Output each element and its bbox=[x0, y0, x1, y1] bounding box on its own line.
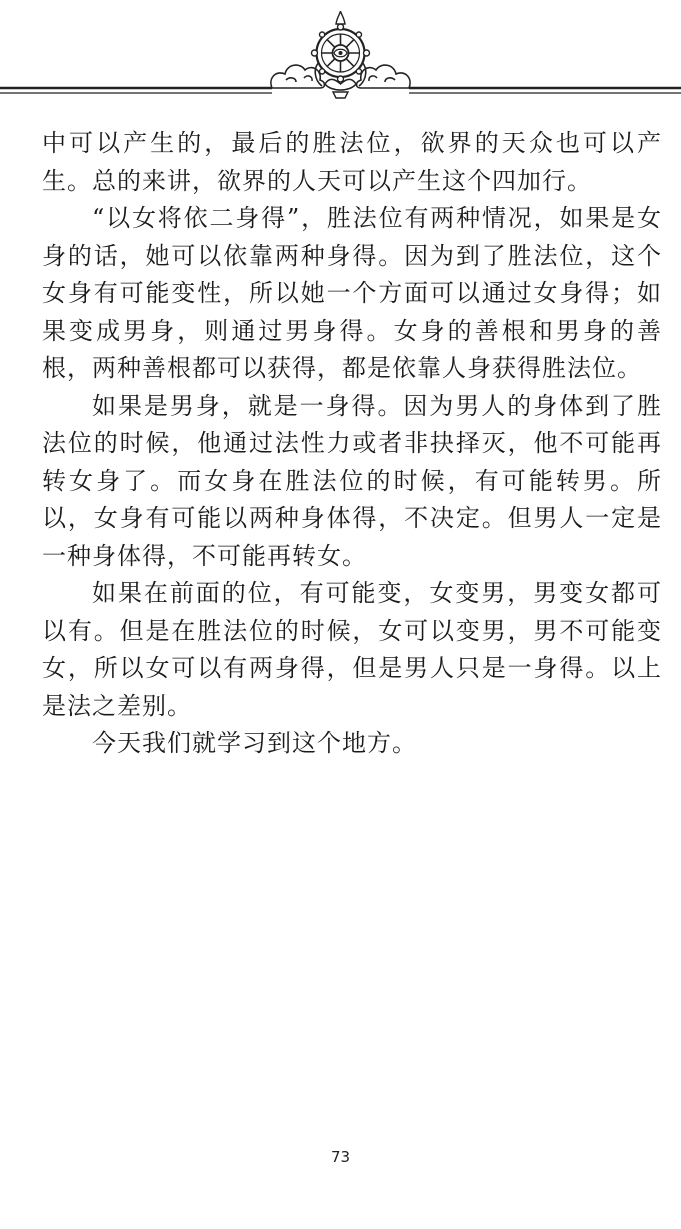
paragraph: 如果在前面的位，有可能变，女变男，男变女都可以有。但是在胜法位的时候，女可以变男，男不可能变女，所以女可以有两身得，但是男人只是一身得。以上是法之差别。 bbox=[42, 579, 662, 720]
paragraph: 如果是男身，就是一身得。因为男人的身体到了胜法位的时候，他通过法性力或者非抉择灭，他不可能再转女身了。而女身在胜法位的时候，有可能转男。所以，女身有可能以两种身体得，不决定。但男人一定是一种身体得，不可能再转女。 bbox=[42, 391, 662, 570]
header-ornament bbox=[0, 0, 681, 110]
body-text bbox=[42, 125, 662, 763]
dharma-wheel-icon bbox=[312, 11, 370, 98]
paragraph: “以女将依二身得”，胜法位有两种情况，如果是女身的话，她可以依靠两种身得。因为到了胜法位，这个女身有可能变性，所以她一个方面可以通过女身得；如果变成男身，则通过男身得。女身的善根和男身的善根，两种善根都可以获得，都是依靠人身获得胜法位。 bbox=[42, 204, 662, 382]
paragraph: 今天我们就学习到这个地方。 bbox=[92, 729, 417, 757]
page-number: 73 bbox=[330, 1148, 351, 1166]
paragraph: 中可以产生的，最后的胜法位，欲界的天众也可以产生。总的来讲，欲界的人天可以产生这个四加行。 bbox=[42, 129, 662, 195]
